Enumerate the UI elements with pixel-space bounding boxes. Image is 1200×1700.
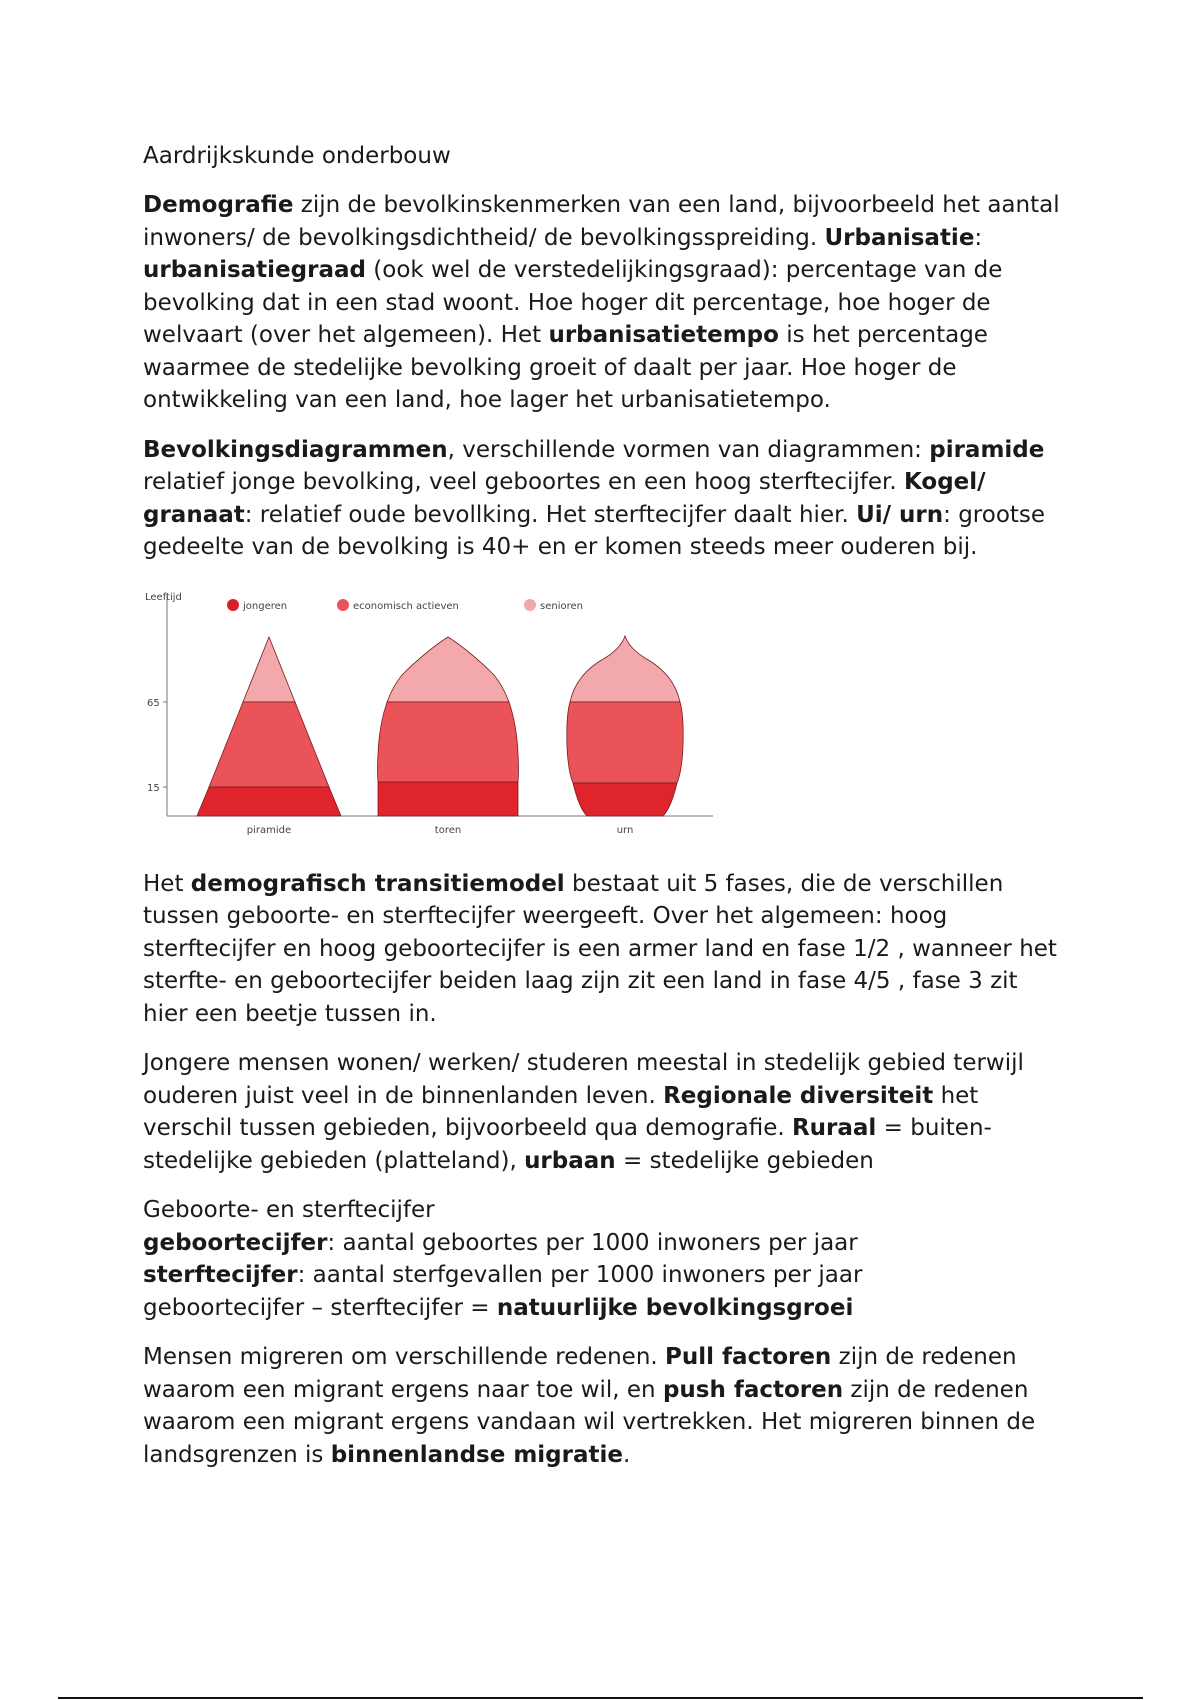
bold-term: urbanisatietempo — [548, 322, 779, 348]
text-run: = buiten-stedelijke gebieden (platteland), — [143, 1115, 992, 1174]
shape-label-urn: urn — [616, 824, 634, 836]
bold-term: Regionale diversiteit — [663, 1082, 934, 1109]
paragraph-demografie — [143, 189, 1063, 417]
bold-term: urbaan — [524, 1147, 616, 1174]
population-diagram-figure — [143, 586, 723, 848]
text-run: zijn de redenen waarom een migrant ergens naar toe wil, en — [143, 1344, 1017, 1403]
footer-divider — [58, 1697, 1143, 1699]
legend-label-senioren: senioren — [540, 600, 583, 612]
bold-term: sterftecijfer — [143, 1262, 298, 1288]
bold-term: natuurlijke bevolkingsgroei — [496, 1294, 854, 1321]
legend-dot-senioren — [524, 599, 536, 611]
shape-toren — [378, 637, 519, 816]
bold-term: urbanisatiegraad — [143, 257, 366, 283]
text-run: = stedelijke gebieden — [615, 1147, 874, 1174]
text-run: het verschil tussen gebieden, bijvoorbeeld qua demografie. — [143, 1082, 979, 1141]
paragraph-transitiemodel — [143, 868, 1063, 1031]
paragraphs-before — [143, 189, 1063, 564]
text-run: Het — [143, 870, 191, 897]
bold-term: Ruraal — [791, 1115, 877, 1141]
bold-term: Kogel/ granaat — [143, 469, 986, 528]
y-axis-label: Leeftijd — [145, 591, 182, 603]
paragraph-bevolkingsdiagrammen — [143, 434, 1063, 564]
bold-term: Demografie — [143, 192, 294, 218]
bold-term: geboortecijfer — [143, 1229, 328, 1256]
text-run: : relatief oude bevollking. Het sterftecijfer daalt hier. — [244, 501, 857, 528]
shape-label-toren: toren — [434, 824, 462, 836]
bold-term: Bevolkingsdiagrammen — [143, 436, 448, 463]
text-run: Jongere mensen wonen/ werken/ studeren meestal in stedelijk gebied terwijl ouderen juist veel in de binnenlanden leven. — [143, 1050, 1024, 1109]
text-run: bestaat uit 5 fases, die de verschillen tussen geboorte- en sterftecijfer weergeeft. Over het algemeen: hoog sterftecijfer en hoog geboortecijfer is een armer land en fase 1/2 , wanneer het sterfte- en geboortecijfer beiden laag zijn zit een land in fase 4/5 , fase 3 zit hier een beetje tussen in. — [143, 870, 1057, 1027]
text-run: : aantal sterfgevallen per 1000 inwoners per jaar — [297, 1262, 863, 1288]
population-diagram — [143, 586, 723, 848]
bold-term: piramide — [929, 436, 1045, 463]
bold-term: binnenlandse migratie — [330, 1441, 623, 1468]
shape-piramide — [197, 637, 341, 816]
text-run: Mensen migreren om verschillende redenen. — [143, 1344, 666, 1370]
text-run: is het percentage waarmee de stedelijke bevolking groeit of daalt per jaar. Hoe hoger de ontwikkeling van een land, hoe lager het urbanisatietempo. — [143, 322, 988, 413]
paragraph-migratie — [143, 1341, 1063, 1471]
legend-dot-jongeren — [227, 599, 239, 611]
text-run: geboortecijfer – sterftecijfer = — [143, 1294, 497, 1321]
legend-label-jongeren: jongeren — [243, 600, 288, 612]
paragraph-geboorte-sterftecijfer — [143, 1194, 1063, 1324]
shape-urn — [567, 636, 683, 816]
bold-term: push factoren — [662, 1376, 844, 1403]
legend-dot-economisch-actieven — [337, 599, 349, 611]
document-title: Aardrijkskunde onderbouw — [143, 143, 451, 169]
paragraph-regionale-diversiteit — [143, 1047, 1063, 1177]
text-run: relatief jonge bevolking, veel geboortes en een hoog sterftecijfer. — [143, 469, 904, 495]
y-tick-15: 15 — [147, 782, 160, 794]
bold-term: Urbanisatie — [824, 224, 975, 251]
bold-term: Pull factoren — [665, 1344, 832, 1370]
text-run: : grootse gedeelte van de bevolking is 40+ en er komen steeds meer ouderen bij. — [143, 501, 1046, 560]
text-run: , verschillende vormen van diagrammen: — [447, 436, 930, 463]
paragraphs-after — [143, 868, 1063, 1472]
text-run: : — [974, 224, 983, 251]
bold-term: Ui/ urn — [856, 501, 944, 528]
text-run: zijn de bevolkinskenmerken van een land, bijvoorbeeld het aantal inwoners/ de bevolkingsdichtheid/ de bevolkingsspreiding. — [143, 192, 1060, 251]
text-run: zijn de redenen waarom een migrant ergens vandaan wil vertrekken. Het migreren binnen de landsgrenzen is — [143, 1376, 1036, 1468]
text-run: Geboorte- en sterftecijfer — [143, 1197, 435, 1223]
text-run: . — [622, 1441, 631, 1468]
y-tick-65: 65 — [147, 697, 160, 709]
text-run: (ook wel de verstedelijkingsgraad): percentage van de bevolking dat in een stad woont. Hoe hoger dit percentage, hoe hoger de welvaart (over het algemeen). Het — [143, 257, 1003, 348]
shape-label-piramide: piramide — [246, 824, 292, 836]
document-page — [143, 140, 1063, 1488]
bold-term: demografisch transitiemodel — [190, 870, 565, 897]
legend-label-economisch-actieven: economisch actieven — [353, 600, 459, 612]
text-run: : aantal geboortes per 1000 inwoners per jaar — [327, 1229, 858, 1256]
